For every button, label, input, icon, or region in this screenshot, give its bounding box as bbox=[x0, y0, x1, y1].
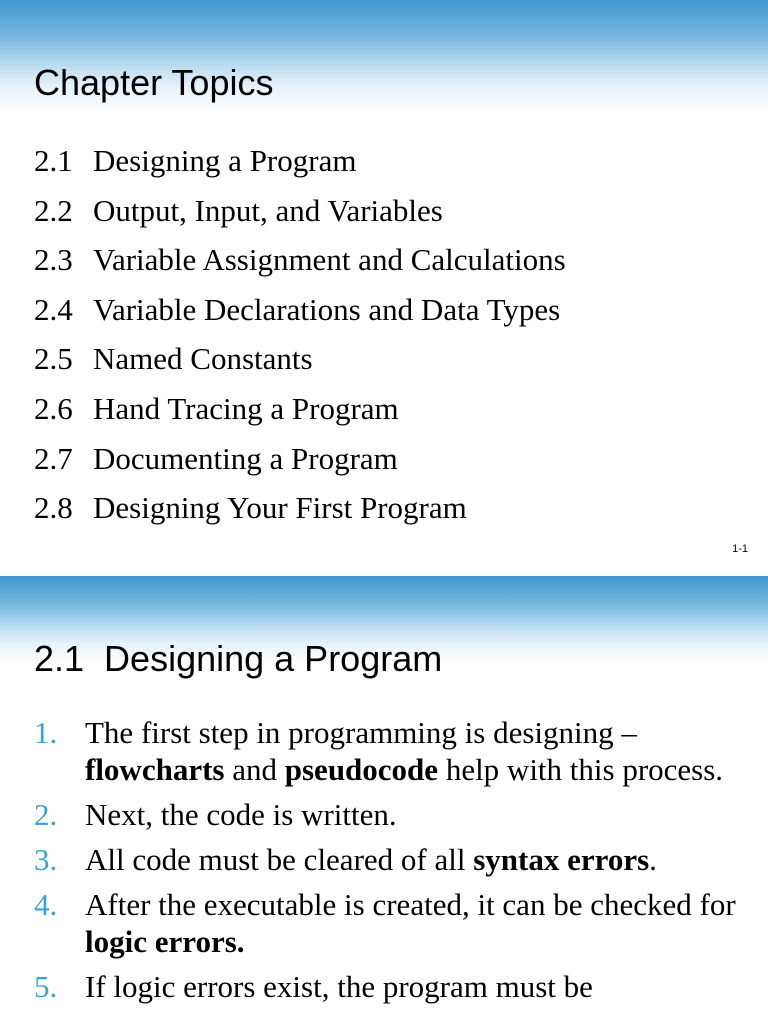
step-text bbox=[85, 796, 744, 833]
step-number: 4. bbox=[34, 887, 58, 922]
step-text-bold: flowcharts bbox=[85, 752, 225, 787]
list-item bbox=[34, 290, 566, 340]
step-text bbox=[85, 841, 744, 878]
list-item bbox=[34, 796, 744, 833]
slide-title: 2.1 Designing a Program bbox=[34, 638, 443, 679]
topic-label: Named Constants bbox=[93, 341, 313, 377]
step-text-part: help with this process. bbox=[438, 752, 724, 787]
list-item bbox=[34, 968, 744, 1005]
slide-designing-a-program bbox=[0, 576, 768, 1024]
topics-list bbox=[34, 141, 566, 538]
topic-label: Hand Tracing a Program bbox=[93, 390, 399, 426]
step-text-part: Next, the code is written. bbox=[85, 797, 397, 832]
list-item bbox=[34, 389, 566, 439]
step-text bbox=[85, 714, 744, 788]
topic-label: Variable Assignment and Calculations bbox=[93, 242, 566, 278]
step-text-part: . bbox=[649, 842, 657, 877]
topic-number: 2.7 bbox=[34, 440, 73, 476]
topic-number: 2.2 bbox=[34, 192, 73, 228]
step-number: 5. bbox=[34, 969, 58, 1004]
topic-number: 2.6 bbox=[34, 390, 73, 426]
step-text bbox=[85, 886, 744, 960]
page-number: 1-1 bbox=[732, 543, 748, 555]
step-text-bold: logic errors. bbox=[85, 924, 245, 959]
topic-number: 2.4 bbox=[34, 291, 73, 327]
step-text bbox=[85, 968, 744, 1005]
step-text-part: The first step in programming is designing – bbox=[85, 715, 637, 750]
steps-list bbox=[34, 714, 744, 1013]
topic-label: Designing a Program bbox=[93, 143, 357, 178]
topic-label: Documenting a Program bbox=[93, 440, 398, 476]
list-item bbox=[34, 191, 566, 241]
list-item bbox=[34, 141, 566, 191]
topic-number: 2.3 bbox=[34, 242, 73, 278]
list-item bbox=[34, 886, 744, 960]
step-text-part: and bbox=[224, 752, 285, 787]
step-text-bold: syntax errors bbox=[473, 842, 650, 877]
topic-number: 2.5 bbox=[34, 341, 73, 377]
step-text-bold: pseudocode bbox=[284, 752, 439, 787]
topic-label: Designing Your First Program bbox=[93, 490, 467, 526]
topic-number: 2.1 bbox=[34, 143, 73, 178]
step-text-part: All code must be cleared of all bbox=[85, 842, 474, 877]
list-item bbox=[34, 488, 566, 538]
topic-label: Variable Declarations and Data Types bbox=[93, 291, 561, 327]
slide-title: Chapter Topics bbox=[34, 62, 274, 103]
list-item bbox=[34, 240, 566, 290]
step-number: 3. bbox=[34, 842, 58, 877]
step-text-part: If logic errors exist, the program must be bbox=[85, 969, 593, 1004]
list-item bbox=[34, 714, 744, 788]
step-number: 1. bbox=[34, 715, 58, 750]
list-item bbox=[34, 439, 566, 489]
topic-number: 2.8 bbox=[34, 490, 73, 526]
topic-label: Output, Input, and Variables bbox=[93, 192, 443, 228]
list-item bbox=[34, 339, 566, 389]
list-item bbox=[34, 841, 744, 878]
step-number: 2. bbox=[34, 797, 58, 832]
step-text-part: After the executable is created, it can be checked for bbox=[85, 887, 736, 922]
